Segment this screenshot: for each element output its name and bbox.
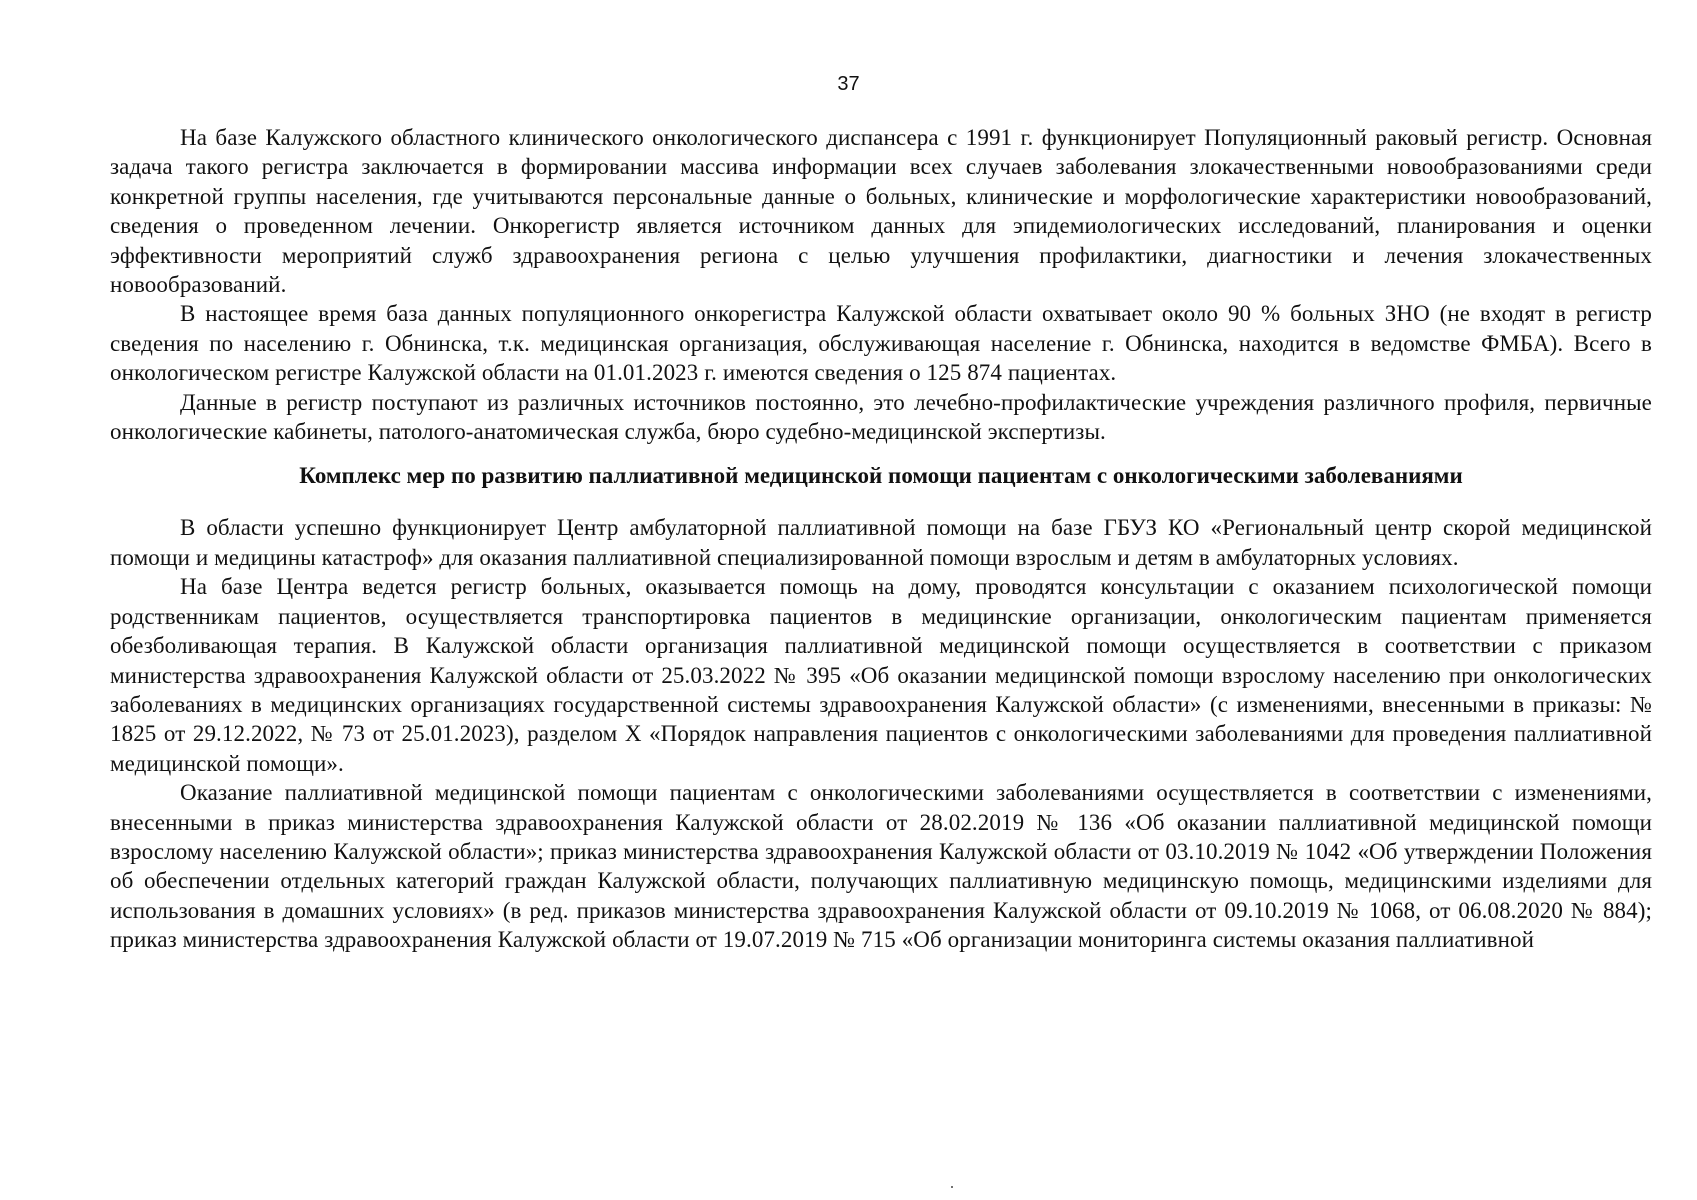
paragraph-palliative-center: В области успешно функционирует Центр амбулаторной паллиативной помощи на базе ГБУЗ КО «Региональный центр скорой медицинской помощи и медицины катастроф» для оказания паллиативной специализированной помощи взрослым и детям в амбулаторных условиях. [110,515,1652,570]
page-number: 37 [837,73,860,95]
scan-speck [951,1186,953,1188]
paragraph-population-registry: На базе Калужского областного клинического онкологического диспансера с 1991 г. функционирует Популяционный раковый регистр. Основная задача такого регистра заключается в формировании массива информации всех случаев заболевания злокачественными новообразованиями среди конкретной группы населения, где учитываются персональные данные о больных, клинические и морфологические характеристики новообразований, сведения о проведенном лечении. Онкорегистр является источником данных для эпидемиологических исследований, планирования и оценки эффективности мероприятий служб здравоохранения региона с целью улучшения профилактики, диагностики и лечения злокачественных новообразований. [110,125,1652,298]
paragraph-regulatory-orders: Оказание паллиативной медицинской помощи пациентам с онкологическими заболеваниями осуществляется в соответствии с изменениями, внесенными в приказ министерства здравоохранения Калужской области от 28.02.2019 № 136 «Об оказании паллиативной медицинской помощи взрослому населению Калужской области»; приказ министерства здравоохранения Калужской области от 03.10.2019 № 1042 «Об утверждении Положения об обеспечении отдельных категорий граждан Калужской области, получающих паллиативную медицинскую помощь, медицинскими изделиями для использования в домашних условиях» (в ред. приказов министерства здравоохранения Калужской области от 09.10.2019 № 1068, от 06.08.2020 № 884); приказ министерства здравоохранения Калужской области от 19.07.2019 № 715 «Об организации мониторинга системы оказания паллиативной [110,780,1652,953]
paragraph-data-sources: Данные в регистр поступают из различных источников постоянно, это лечебно-профилактические учреждения различного профиля, первичные онкологические кабинеты, патолого-анатомическая служба, бюро судебно-медицинской экспертизы. [110,389,1652,445]
paragraph-database-coverage: В настоящее время база данных популяционного онкорегистра Калужской области охватывает около 90 % больных ЗНО (не входят в регистр сведения по населению г. Обнинска, т.к. медицинская организация, обслуживающая население г. Обнинска, находится в ведомстве ФМБА). Всего в онкологическом регистре Калужской области на 01.01.2023 г. имеются сведения о 125 874 пациентах. [110,301,1652,386]
section-heading-palliative-care: Комплекс мер по развитию паллиативной медицинской помощи пациентам с онкологическими заболеваниями [299,463,1463,489]
paragraph-center-services: На базе Центра ведется регистр больных, оказывается помощь на дому, проводятся консультации с оказанием психологической помощи родственникам пациентов, осуществляется транспортировка пациентов в медицинские организации, онкологическим пациентам применяется обезболивающая терапия. В Калужской области организация паллиативной медицинской помощи осуществляется в соответствии с приказом министерства здравоохранения Калужской области от 25.03.2022 № 395 «Об оказании медицинской помощи взрослому населению при онкологических заболеваниях в медицинских организациях государственной системы здравоохранения Калужской области» (с изменениями, внесенными в приказы: № 1825 от 29.12.2022, № 73 от 25.01.2023), разделом X «Порядок направления пациентов с онкологическими заболеваниями для проведения паллиативной медицинской помощи». [110,574,1652,776]
page-content [110,123,1652,955]
